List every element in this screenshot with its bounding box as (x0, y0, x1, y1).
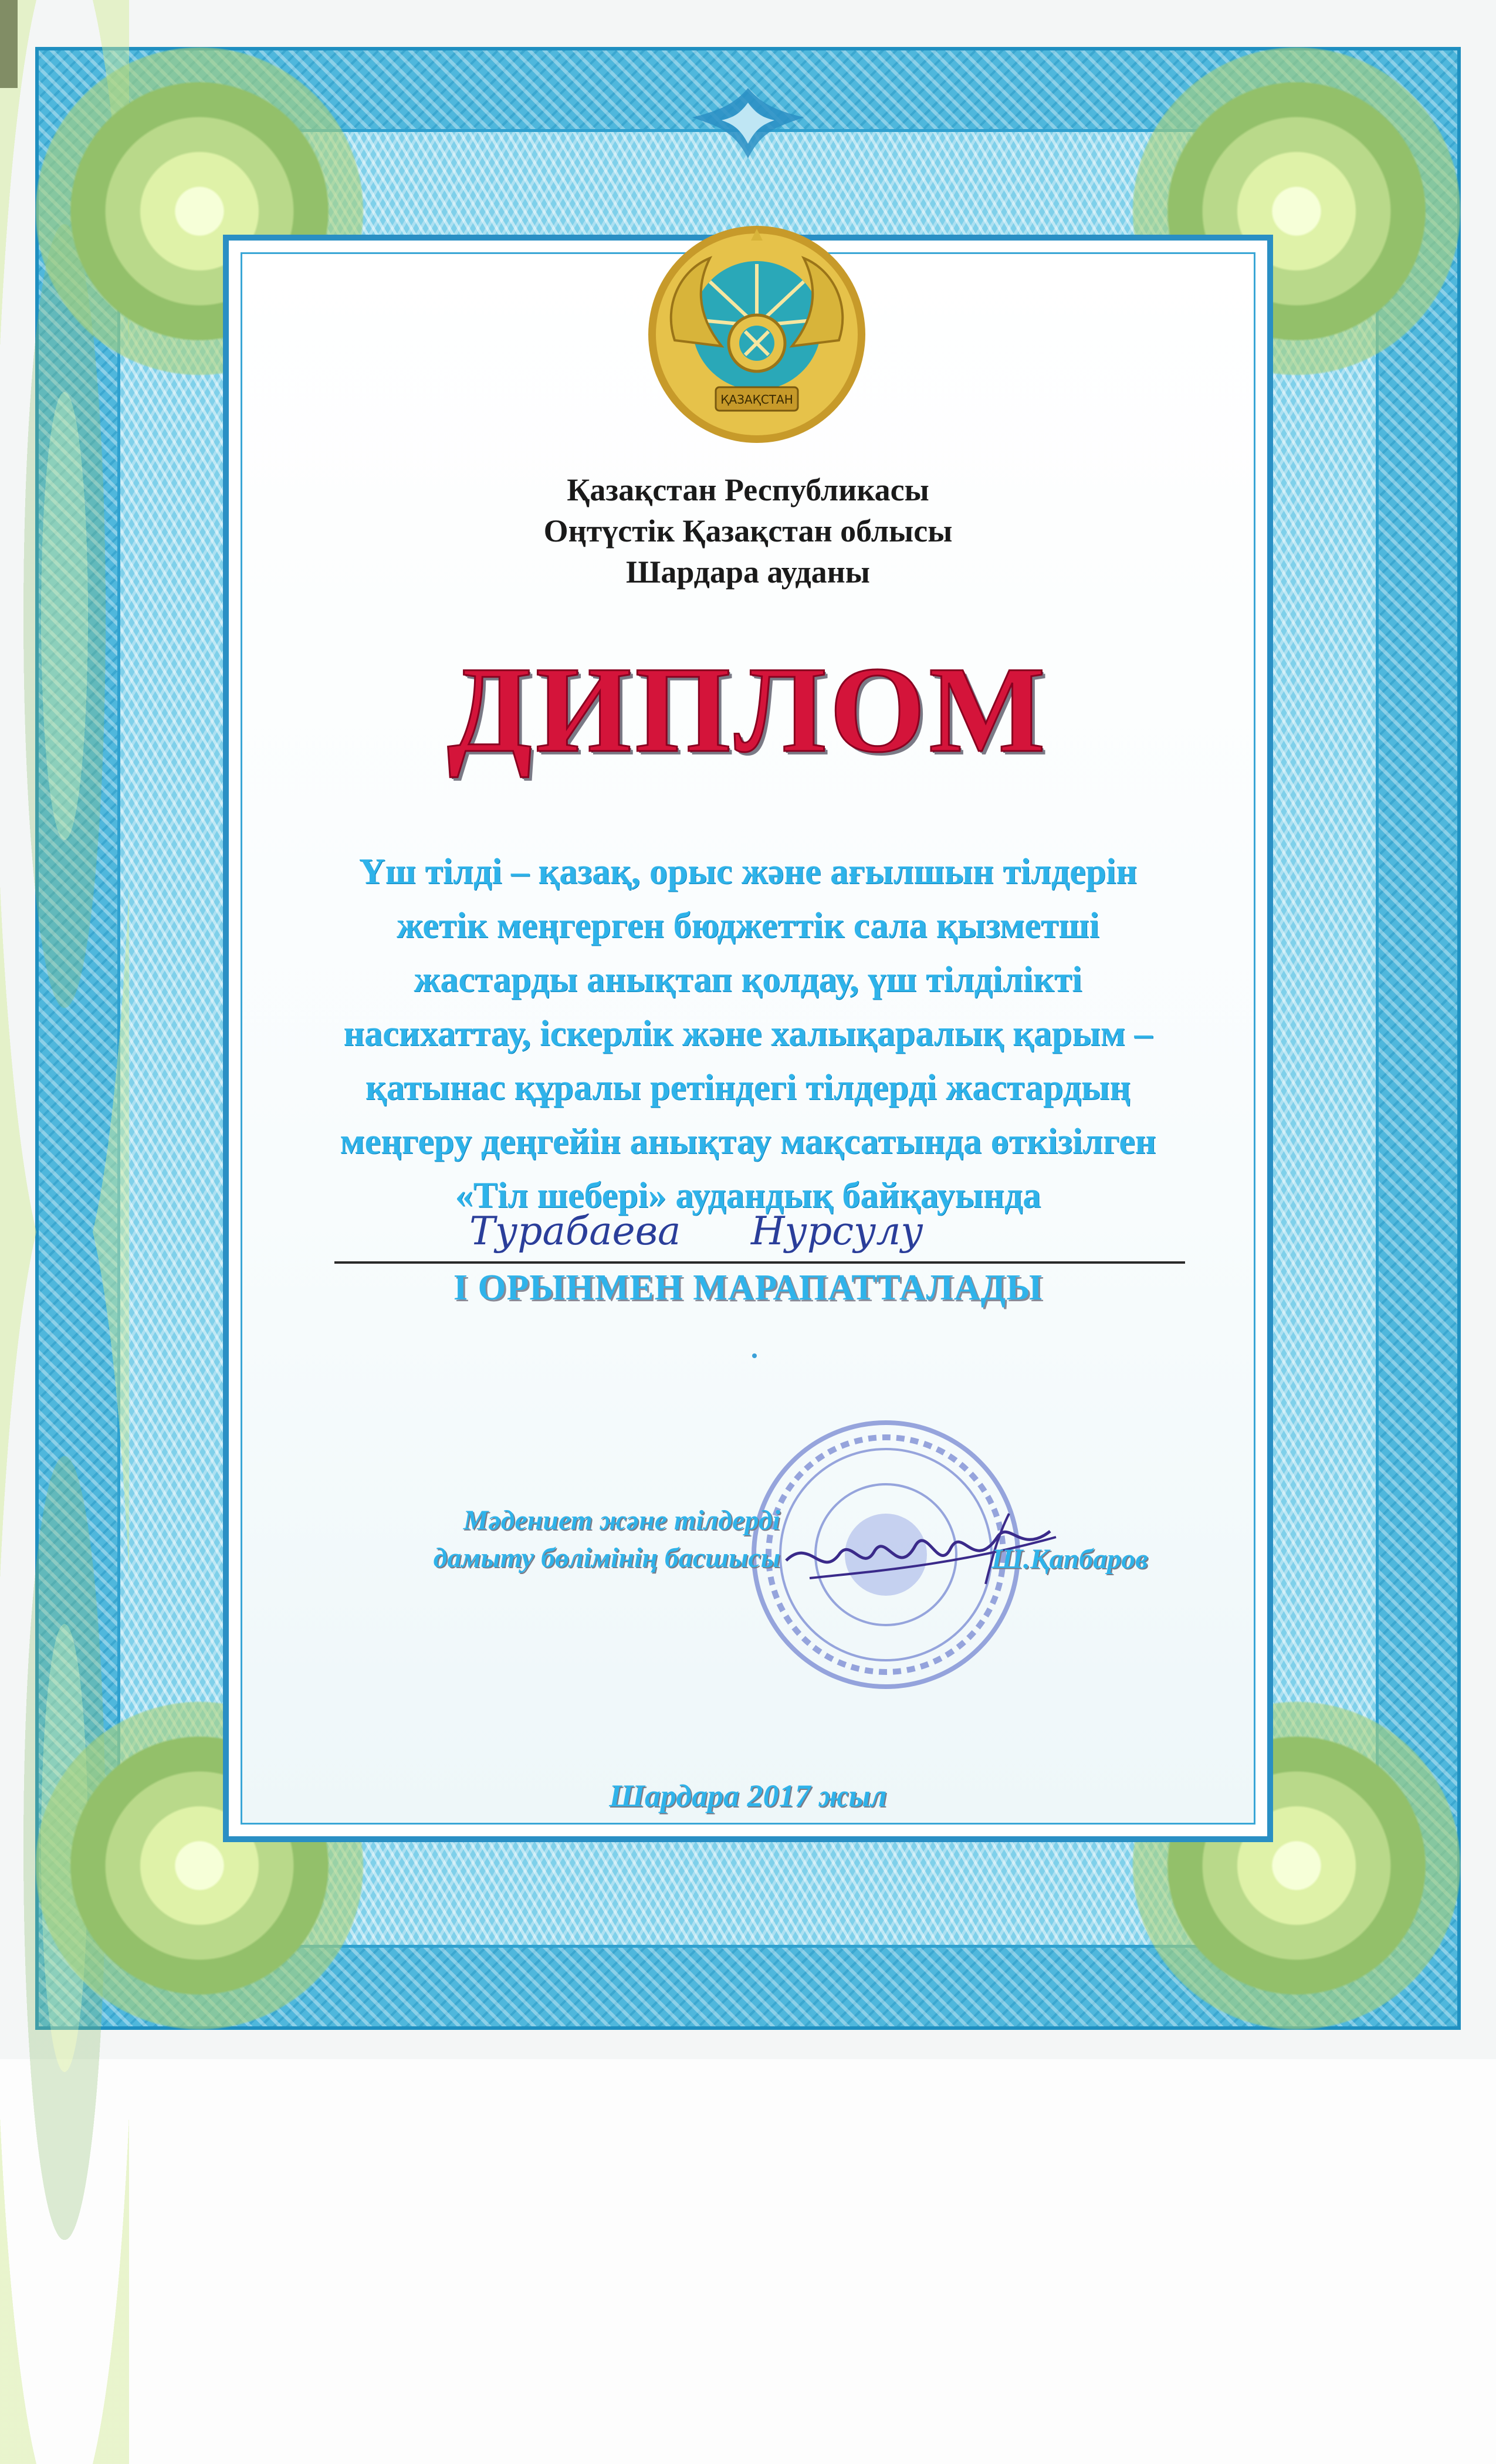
description-line: насихаттау, іскерлік және халықаралық қарым – (343, 1014, 1153, 1054)
description-line: меңгеру деңгейін анықтау мақсатында өткізілген (340, 1122, 1156, 1162)
recipient-name-line (334, 1261, 1185, 1264)
award-line-block (0, 1267, 1496, 1309)
recipient-surname: Турабаева (469, 1209, 681, 1254)
signer-position-line1: Мәдениет және тілдерді (463, 1505, 780, 1536)
description-line: жетік меңгерген бюджеттік сала қызметші (397, 906, 1099, 946)
header-country: Қазақстан Республикасы (567, 472, 929, 507)
ink-dot (752, 1353, 757, 1358)
svg-text:ҚАЗАҚСТАН: ҚАЗАҚСТАН (720, 392, 793, 407)
award-place: І ОРЫНМЕН МАРАПАТТАЛАДЫ (453, 1268, 1043, 1308)
issuer-header (0, 469, 1496, 593)
place-and-year: Шардара 2017 жыл (609, 1778, 887, 1813)
diploma-title-block (0, 639, 1496, 781)
award-description (0, 845, 1496, 1223)
kazakhstan-emblem-icon (639, 217, 874, 452)
signer-position-line2: дамыту бөлімінің басшысы (433, 1542, 780, 1573)
top-center-ornament (681, 82, 815, 164)
description-line: қатынас құралы ретіндегі тілдерді жастардың (365, 1068, 1131, 1108)
recipient-given-name: Нурсулу (751, 1209, 923, 1254)
header-district: Шардара ауданы (626, 554, 870, 590)
description-line: жастарды анықтап қолдау, үш тілділікті (414, 960, 1082, 1000)
header-region: Оңтүстік Қазақстан облысы (543, 513, 953, 549)
diploma-title: ДИПЛОМ (447, 642, 1049, 778)
description-line: Үш тілді – қазақ, орыс және ағылшын тілдерін (358, 852, 1138, 892)
description-line: «Тіл шебері» аудандық байқауында (455, 1176, 1041, 1216)
signer-name: Ш.Қапбаров (991, 1544, 1148, 1575)
